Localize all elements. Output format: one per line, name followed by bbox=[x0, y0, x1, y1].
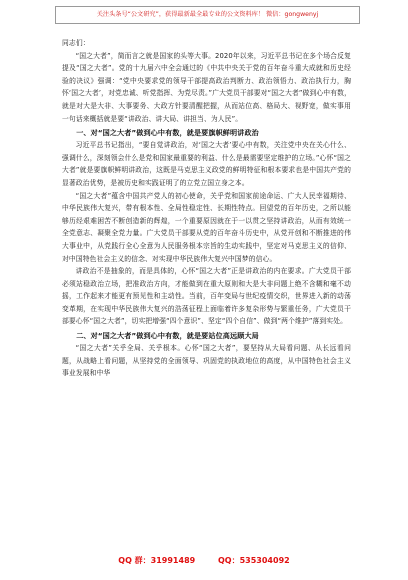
footer-qq: QQ：535304092 bbox=[218, 556, 290, 565]
footer-contact bbox=[0, 555, 408, 571]
paragraph-2: 习近平总书记指出，“要自觉讲政治，对‘国之大者’要心中有数，关注党中央在关心什么、强调什么，深刻领会什么是党和国家最重要的利益、什么是最需要坚定维护的立场。”心怀“国之大者”就是要旗帜鲜明讲政治，这既是马克思主义政党的鲜明特征和根本要求也是中国共产党的显著政治优势，是被历史和实践证明了的立党立国立身之本。 bbox=[62, 141, 351, 187]
greeting: 同志们： bbox=[62, 39, 90, 47]
header-banner: 关注头条号“公文研究”，获得最新最全最专业的公文资料库！ 微信：gongwenyj bbox=[55, 6, 360, 24]
section-heading-2: 二、对“国之大者”做到心中有数，就是要站位高远顾大局 bbox=[76, 331, 259, 341]
section-heading-1: 一、对“国之大者”做到心中有数，就是要旗帜鲜明讲政治 bbox=[76, 128, 259, 138]
footer-qq-group: QQ 群：31991489 bbox=[118, 556, 196, 565]
paragraph-4: 讲政治不是抽象的，而是具体的，心怀“国之大者”正是讲政治的内在要求。广大党员干部必须站稳政治立场，把准政治方向，才能做到在重大原则和大是大非问题上绝不含糊和毫不动摇，工作起来才能更有预见性和主动性。当前，百年变局与世纪疫情交织，世界进入新的动荡变革期，在实现中华民族伟大复兴的浩荡征程上面临着许多复杂形势与繁重任务，广大党员干部要心怀“国之大者”，切实把增强“四个意识”、坚定“四个自信”、做到“两个维护”落到实处。 bbox=[62, 267, 351, 326]
paragraph-5: “国之大者”关乎全局、关乎根本。心怀“国之大者”，要坚持从大局看问题、从长远看问题，从战略上看问题，从坚持党的全面领导、巩固党的执政地位的高度，从中国特色社会主义事业发展和中华 bbox=[62, 344, 351, 378]
paragraph-1: “国之大者”，简而言之就是国家的头等大事。2020年以来，习近平总书记在多个场合反复提及“国之大者”。党的十九届六中全会通过的《中共中央关于党的百年奋斗重大成就和历史经验的决议》强调：“党中央要求党的领导干部提高政治判断力、政治领悟力、政治执行力，胸怀‘国之大者’，对党忠诚、听党指挥、为党尽责。”广大党员干部要对“国之大者”做到心中有数，就是对大是大非、大事要务、大政方针要清醒把握，从而站位高、格局大、视野宽，做实事用一句话来概括就是要“讲政治、讲大局、讲担当、为人民”。 bbox=[62, 51, 351, 123]
paragraph-3: “国之大者”蕴含中国共产党人的初心使命，关乎党和国家前途命运、广大人民幸福期待、中华民族伟大复兴，带有根本性、全局性稳定性、长期性特点。回望党的百年历史，之所以能够历经艰难困苦不断创造新的辉煌，一个重要原因就在于一以贯之坚持讲政治，从而有效统一全党意志、凝聚全党力量。广大党员干部要从党的百年奋斗历史中，从党开创和不断推进的伟大事业中，从党践行全心全意为人民服务根本宗旨的生动实践中，坚定对马克思主义的信仰、对中国特色社会主义的信念、对实现中华民族伟大复兴中国梦的信心。 bbox=[62, 191, 351, 263]
document-body bbox=[62, 37, 351, 380]
